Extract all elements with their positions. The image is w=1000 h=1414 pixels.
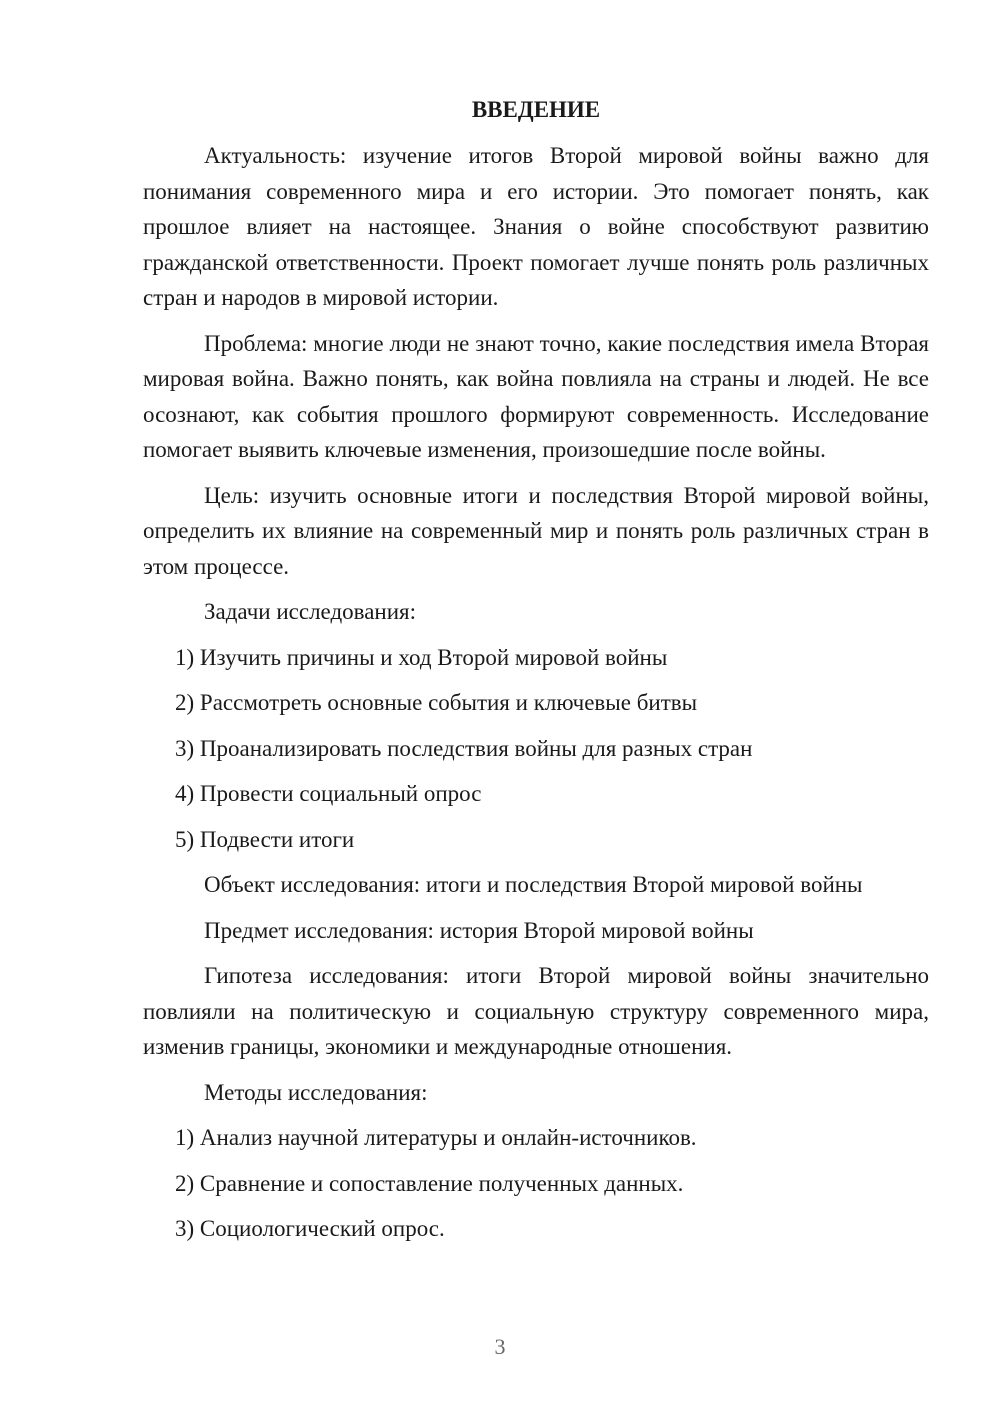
relevance-paragraph: Актуальность: изучение итогов Второй мировой войны важно для понимания современного мира и его истории. Это помогает понять, как прошлое влияет на настоящее. Знания о войне способствуют развитию гражданской ответственности. Проект помогает лучше понять роль различных стран и народов в мировой истории.	[143, 143, 929, 310]
object-line: Объект исследования: итоги и последствия Второй мировой войны	[204, 872, 863, 897]
problem-paragraph: Проблема: многие люди не знают точно, какие последствия имела Вторая мировая война. Важно понять, как война повлияла на страны и людей. Не все осознают, как события прошлого формируют современность. Исследование помогает выявить ключевые изменения, произошедшие после войны.	[143, 330, 929, 462]
task-item: 2) Рассмотреть основные события и ключевые битвы	[175, 690, 698, 715]
tasks-list	[143, 640, 929, 858]
method-item: 2) Сравнение и сопоставление полученных данных.	[175, 1170, 684, 1196]
task-item: 1) Изучить причины и ход Второй мировой войны	[175, 644, 668, 670]
subject-line: Предмет исследования: история Второй мировой войны	[204, 917, 754, 943]
tasks-heading: Задачи исследования:	[204, 599, 417, 624]
document-body	[143, 95, 929, 1257]
task-item: 5) Подвести итоги	[175, 826, 355, 852]
task-item: 4) Провести социальный опрос	[175, 781, 482, 806]
task-item: 3) Проанализировать последствия войны для разных стран	[175, 735, 753, 761]
hypothesis-paragraph: Гипотеза исследования: итоги Второй мировой войны значительно повлияли на политическую и социальную структуру современного мира, изменив границы, экономики и международные отношения.	[143, 963, 929, 1059]
method-item: 3) Социологический опрос.	[175, 1216, 445, 1241]
page-number: 3	[494, 1334, 506, 1359]
document-title: ВВЕДЕНИЕ	[471, 97, 601, 122]
methods-list	[143, 1120, 929, 1247]
methods-heading: Методы исследования:	[204, 1079, 428, 1105]
goal-paragraph: Цель: изучить основные итоги и последствия Второй мировой войны, определить их влияние на современный мир и понять роль различных стран в этом процессе.	[143, 482, 929, 579]
method-item: 1) Анализ научной литературы и онлайн-источников.	[175, 1125, 697, 1150]
